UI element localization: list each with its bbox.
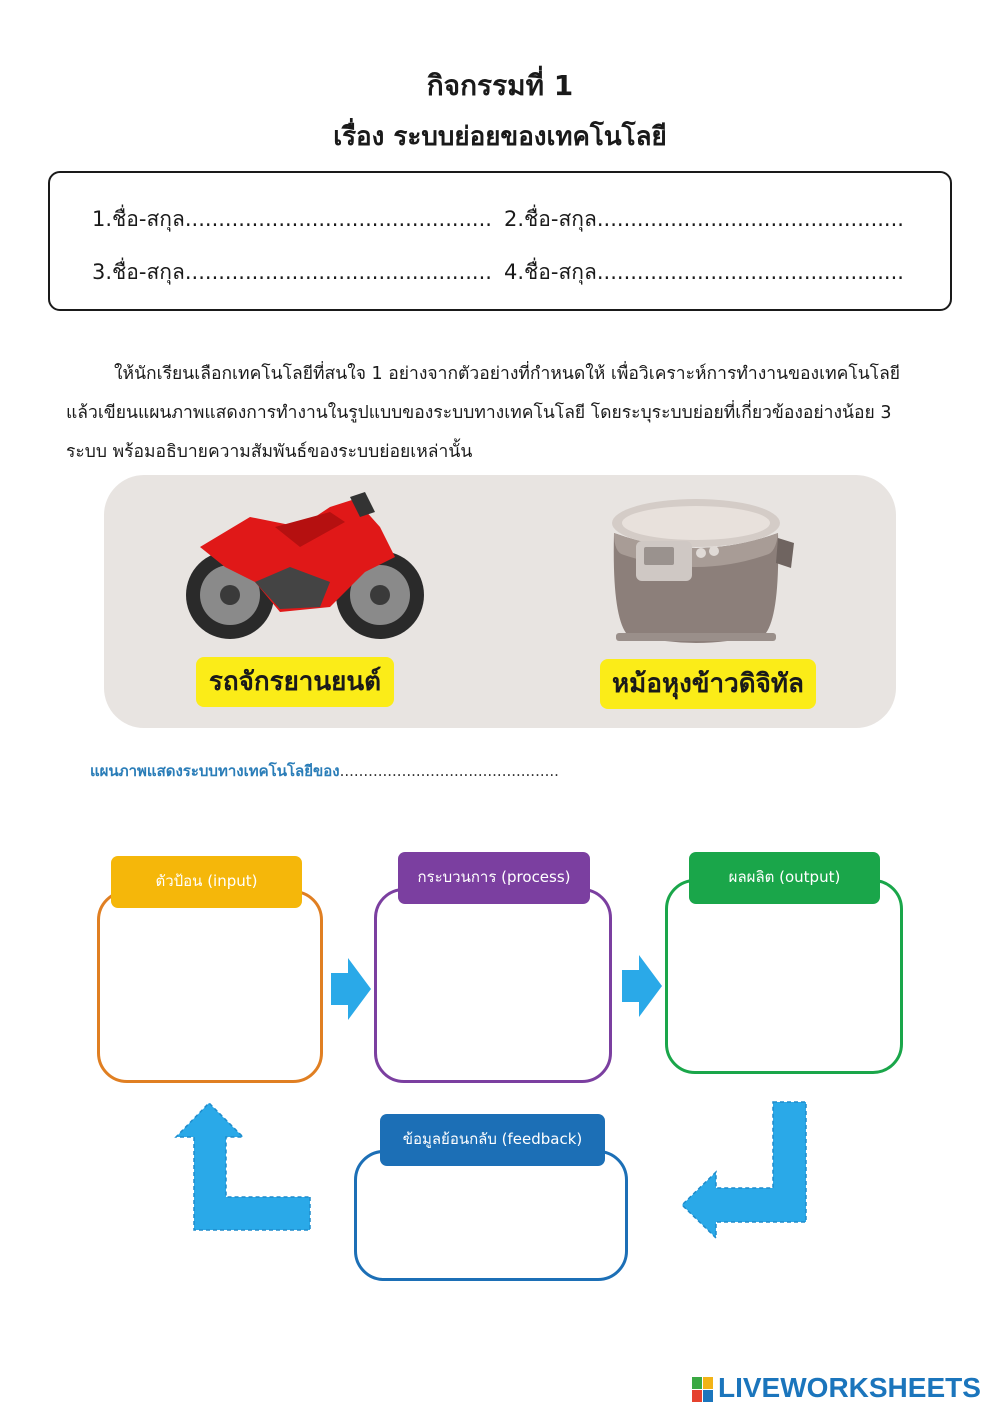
arrow-output-to-feedback	[682, 1102, 806, 1238]
instruction-line-1: ให้นักเรียนเลือกเทคโนโลยีที่สนใจ 1 อย่างจากตัวอย่างที่กำหนดให้ เพื่อวิเคราะห์การทำงานของเทคโนโลยี	[114, 364, 901, 384]
instruction-line-3: ระบบ พร้อมอธิบายความสัมพันธ์ของระบบย่อยเหล่านั้น	[66, 442, 473, 462]
name-field-1[interactable]: 1.ชื่อ-สกุล..............................................	[92, 207, 492, 231]
arrow-input-to-process	[331, 958, 371, 1020]
name-field-4[interactable]: 4.ชื่อ-สกุล..............................................	[504, 260, 904, 284]
page-subtitle: เรื่อง ระบบย่อยของเทคโนโลยี	[333, 122, 667, 152]
instruction-line-2: แล้วเขียนแผนภาพแสดงการทำงานในรูปแบบของระบบทางเทคโนโลยี โดยระบุระบบย่อยที่เกี่ยวข้องอย่างน้อย 3	[66, 403, 892, 423]
output-tag: ผลผลิต (output)	[689, 852, 880, 904]
name-field-2[interactable]: 2.ชื่อ-สกุล..............................................	[504, 207, 904, 231]
liveworksheets-brand[interactable]: LIVEWORKSHEETS	[718, 1372, 981, 1403]
name-field-3[interactable]: 3.ชื่อ-สกุล..............................................	[92, 260, 492, 284]
arrow-feedback-to-input	[176, 1103, 310, 1230]
page-title: กิจกรรมที่ 1	[426, 69, 574, 102]
diagram-title-blank[interactable]: ..............................................	[339, 762, 559, 780]
rice-cooker-label: หม้อหุงข้าวดิจิทัล	[600, 659, 816, 709]
feedback-tag: ข้อมูลย้อนกลับ (feedback)	[380, 1114, 605, 1166]
arrow-process-to-output	[622, 955, 662, 1017]
input-tag: ตัวป้อน (input)	[111, 856, 302, 908]
process-tag: กระบวนการ (process)	[398, 852, 590, 904]
diagram-title-text: แผนภาพแสดงระบบทางเทคโนโลยีของ	[90, 762, 340, 780]
motorcycle-label: รถจักรยานยนต์	[196, 657, 394, 707]
liveworksheets-logo-icon	[692, 1373, 714, 1407]
